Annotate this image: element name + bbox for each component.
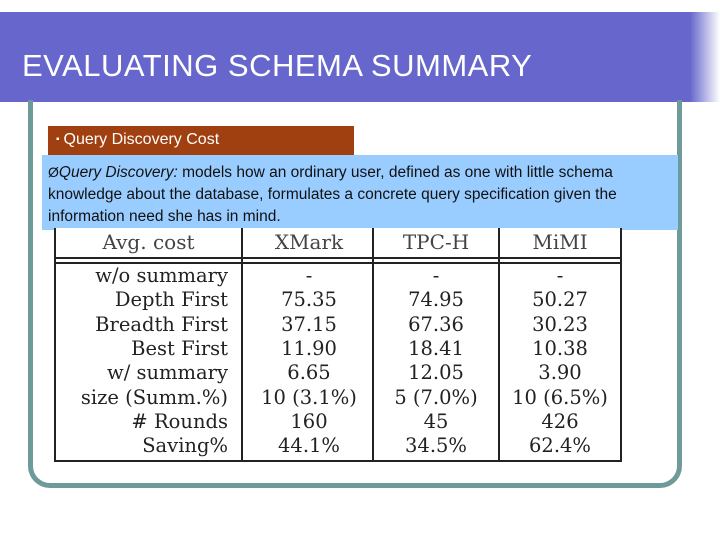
bullet-heading-text: Query Discovery Cost	[63, 131, 220, 148]
table-header-cell: XMark	[274, 230, 344, 254]
table-cell: 6.65	[287, 361, 331, 385]
table-row-label: Saving%	[142, 434, 228, 458]
table-cell: 37.15	[281, 312, 337, 336]
table-row-label: w/ summary	[107, 361, 228, 385]
table-cell: 50.27	[532, 288, 588, 312]
bullet-square-icon: ▪	[56, 134, 60, 145]
table-cell: 18.41	[408, 336, 464, 360]
table-cell: -	[432, 264, 440, 287]
table-cell: 160	[290, 409, 328, 433]
table-row-label: Depth First	[114, 288, 228, 312]
table-cell: 30.23	[532, 312, 588, 336]
table-cell: 426	[541, 409, 579, 433]
description-term: Query Discovery:	[58, 164, 178, 181]
table-cell: -	[556, 264, 564, 287]
table-row-label: Breadth First	[95, 312, 228, 336]
table-header-cell: MiMI	[532, 230, 588, 254]
table-row-label: w/o summary	[95, 264, 228, 287]
arrow-bullet-icon: Ø	[48, 164, 59, 180]
table-cell: 3.90	[538, 361, 582, 385]
table-cell: 10.38	[532, 336, 588, 360]
table-cell: 11.90	[281, 336, 337, 360]
table-header-cell: Avg. cost	[102, 230, 195, 254]
table-cell: 10 (6.5%)	[512, 385, 608, 409]
table-cell: 75.35	[281, 288, 337, 312]
header-rule	[56, 257, 620, 259]
description-text: models how an ordinary user, defined as one with little schema knowledge about the database, formulates a concrete query specification given the information need she has in mind.	[48, 164, 617, 225]
slide-title: EVALUATING SCHEMA SUMMARY	[22, 48, 533, 83]
table-row-label: Best First	[131, 336, 228, 360]
bullet-heading	[48, 126, 354, 158]
table-cell: 5 (7.0%)	[394, 385, 478, 409]
table-cell: 44.1%	[278, 434, 340, 458]
table-cell: 12.05	[408, 361, 464, 385]
title-bar	[0, 12, 690, 102]
table-cell: 34.5%	[405, 434, 467, 458]
table-cell: -	[305, 264, 313, 287]
table-cell: 10 (3.1%)	[261, 385, 357, 409]
table-row-label: # Rounds	[131, 409, 228, 433]
table-cell: 62.4%	[529, 434, 591, 458]
results-table	[54, 228, 622, 462]
table-cell: 74.95	[408, 288, 464, 312]
table-header-cell: TPC-H	[402, 230, 470, 254]
description-box	[42, 155, 678, 230]
title-bar-fade	[690, 12, 720, 102]
table-row-label: size (Summ.%)	[80, 385, 228, 409]
table-cell: 45	[423, 409, 449, 433]
table-cell: 67.36	[408, 312, 464, 336]
